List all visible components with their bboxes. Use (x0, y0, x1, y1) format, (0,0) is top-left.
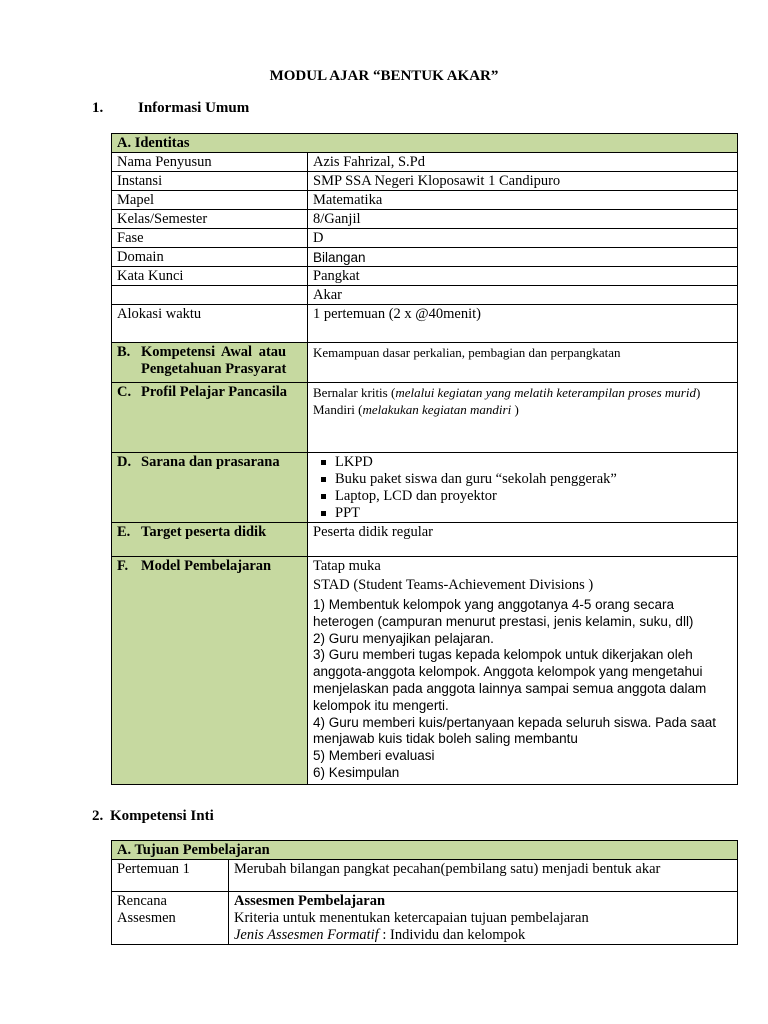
model-step: 2) Guru menyajikan pelajaran. (313, 630, 494, 646)
rencana-assesmen-value (229, 892, 738, 945)
sarana-label-text: Sarana dan prasarana (141, 454, 280, 470)
model-letter: F. (117, 558, 129, 574)
assesmen-jenis-end: : Individu dan kelompok (378, 927, 526, 943)
model-step: 1) Membentuk kelompok yang anggotanya 4-5 orang secara heterogen (campuran menurut prestasi, jenis kelamin, suku, dll) (313, 597, 694, 629)
model-step: 6) Kesimpulan (313, 764, 400, 780)
pertemuan-label: Pertemuan 1 (112, 860, 229, 892)
rencana-label-line1: Rencana (117, 893, 167, 909)
model-stad: STAD (Student Teams-Achievement Divisions ) (313, 577, 594, 593)
sarana-label (112, 453, 308, 523)
profil-label (112, 383, 308, 453)
model-label-text: Model Pembelajaran (141, 558, 272, 574)
profil-mandiri (313, 401, 732, 418)
assesmen-jenis (234, 927, 732, 944)
document-title: MODUL AJAR “BENTUK AKAR” (269, 68, 499, 84)
row-label-kelas-semester: Kelas/Semester (112, 210, 308, 229)
model-value (308, 557, 738, 785)
assesmen-jenis-italic: Jenis Assesmen Formatif (234, 927, 379, 943)
target-label-text: Target peserta didik (141, 524, 267, 540)
model-step: 3) Guru memberi tugas kepada kelompok untuk dikerjakan oleh anggota-anggota kelompok. Anggota kelompok yang mengetahui menjelaskan pada anggota lainnya sampai semua anggota dalam kelompok itu mengerti. (313, 647, 707, 713)
assesmen-kriteria: Kriteria untuk menentukan ketercapaian tujuan pembelajaran (234, 910, 589, 926)
sarana-item: Buku paket siswa dan guru “sekolah penggerak” (313, 471, 732, 488)
kompetensi-awal-value: Kemampuan dasar perkalian, pembagian dan perpangkatan (308, 343, 738, 383)
row-label-domain: Domain (112, 248, 308, 267)
profil-bernalar (313, 384, 732, 401)
section-2-number: 2. (92, 808, 104, 824)
target-label (112, 523, 308, 557)
target-letter: E. (117, 524, 131, 540)
model-tatap-muka: Tatap muka (313, 558, 381, 574)
row-value-mapel: Matematika (308, 191, 738, 210)
profil-mandiri-end: ) (511, 402, 519, 417)
profil-mandiri-italic: melakukan kegiatan mandiri (362, 402, 512, 417)
target-value: Peserta didik regular (308, 523, 738, 557)
row-value-nama-penyusun: Azis Fahrizal, S.Pd (308, 153, 738, 172)
section-1-label: Informasi Umum (138, 100, 250, 116)
row-label-empty (112, 286, 308, 305)
kompetensi-inti-table (111, 840, 738, 945)
row-label-instansi: Instansi (112, 172, 308, 191)
row-label-alokasi-waktu: Alokasi waktu (112, 305, 308, 343)
model-step: 4) Guru memberi kuis/pertanyaan kepada seluruh siswa. Pada saat menjawab kuis tidak boleh saling membantu (313, 714, 716, 747)
section-1-number: 1. (92, 100, 104, 116)
profil-bernalar-italic: melalui kegiatan yang melatih keterampilan proses murid (395, 385, 696, 400)
identitas-header: A. Identitas (112, 134, 738, 153)
rencana-label-line2: Assesmen (117, 910, 176, 926)
model-label (112, 557, 308, 785)
sarana-item: Laptop, LCD dan proyektor (313, 488, 732, 505)
row-value-kata-kunci: Pangkat (308, 267, 738, 286)
sarana-item: PPT (313, 505, 732, 522)
tujuan-header: A. Tujuan Pembelajaran (112, 841, 738, 860)
row-label-fase: Fase (112, 229, 308, 248)
model-step: 5) Memberi evaluasi (313, 748, 435, 764)
section-1-heading (92, 100, 249, 117)
profil-label-text: Profil Pelajar Pancasila (141, 384, 288, 400)
row-value-alokasi-waktu: 1 pertemuan (2 x @40menit) (308, 305, 738, 343)
pertemuan-value: Merubah bilangan pangkat pecahan(pembilang satu) menjadi bentuk akar (229, 860, 738, 892)
row-label-nama-penyusun: Nama Penyusun (112, 153, 308, 172)
kompetensi-awal-label-line1: Kompetensi Awal atau (141, 344, 287, 360)
informasi-umum-table (111, 133, 738, 785)
profil-value (308, 383, 738, 453)
row-value-domain: Bilangan (308, 248, 738, 267)
sarana-item: LKPD (313, 454, 732, 471)
row-value-kelas-semester: 8/Ganjil (308, 210, 738, 229)
sarana-letter: D. (117, 454, 132, 470)
kompetensi-awal-label-line2: Pengetahuan Prasyarat (141, 361, 287, 377)
row-label-kata-kunci: Kata Kunci (112, 267, 308, 286)
row-value-instansi: SMP SSA Negeri Kloposawit 1 Candipuro (308, 172, 738, 191)
row-value-akar: Akar (308, 286, 738, 305)
profil-bernalar-end: ) (695, 385, 701, 400)
row-label-mapel: Mapel (112, 191, 308, 210)
kompetensi-awal-letter: B. (117, 344, 131, 360)
sarana-value (308, 453, 738, 523)
rencana-assesmen-label (112, 892, 229, 945)
profil-letter: C. (117, 384, 132, 400)
kompetensi-awal-label (112, 343, 308, 383)
profil-mandiri-text: Mandiri ( (313, 402, 363, 417)
row-value-fase: D (308, 229, 738, 248)
profil-bernalar-text: Bernalar kritis ( (313, 385, 396, 400)
sarana-list (313, 454, 732, 522)
section-2-heading (92, 808, 214, 825)
assesmen-title: Assesmen Pembelajaran (234, 893, 386, 909)
section-2-label: Kompetensi Inti (110, 808, 214, 824)
